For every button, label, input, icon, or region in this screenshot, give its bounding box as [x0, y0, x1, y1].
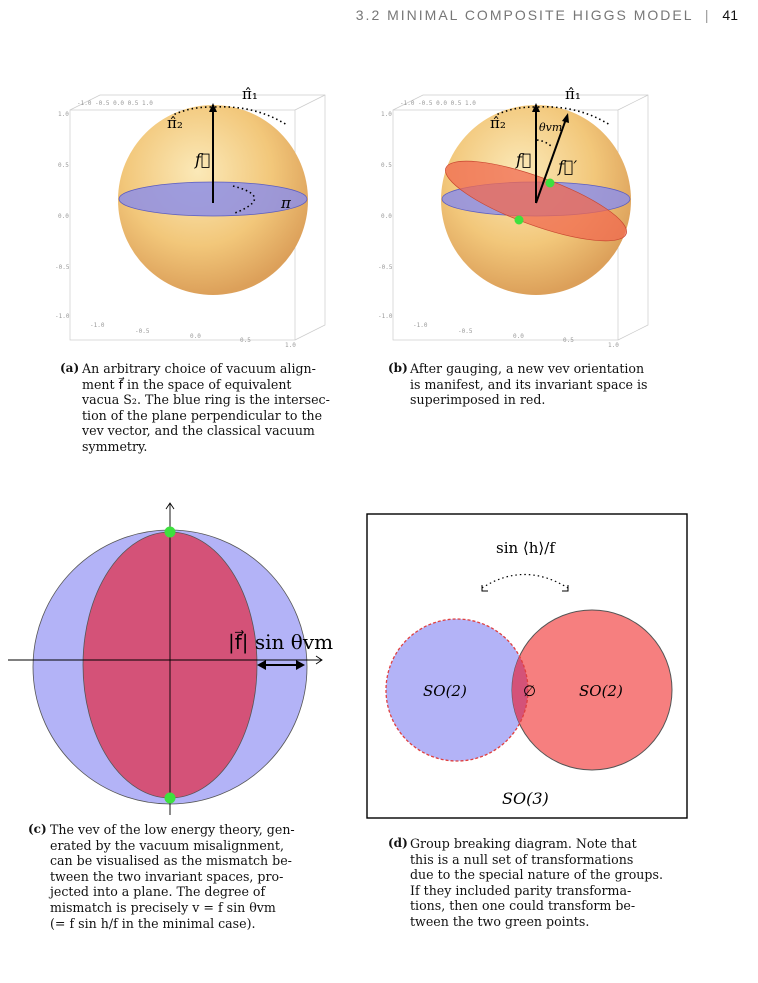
caption-line: superimposed in red.: [410, 392, 546, 408]
green-point-top: [546, 179, 555, 188]
caption-line: An arbitrary choice of vacuum align-: [82, 361, 316, 376]
figure-d: [366, 513, 688, 819]
tick-bottom: 1.0: [285, 342, 296, 349]
tick-bottom: -0.5: [135, 328, 150, 335]
caption-line: due to the special nature of the groups.: [410, 867, 663, 883]
green-point-bottom: [165, 793, 176, 804]
figure-b: [378, 85, 678, 355]
caption-line: The vev of the low energy theory, gen-: [50, 822, 295, 837]
caption-line: vev vector, and the classical vacuum: [82, 423, 315, 439]
green-point-top: [165, 527, 176, 538]
caption-line: is manifest, and its invariant space is: [410, 376, 648, 392]
tick-side: -1.0: [378, 313, 393, 320]
caption-line: (= f sin h/f in the minimal case).: [50, 915, 256, 931]
tick-side: -0.5: [55, 264, 70, 271]
sin-label: sin ⟨h⟩/f: [496, 539, 555, 557]
tick-labels-top: -1.0 -0.5 0.0 0.5 1.0: [77, 100, 153, 107]
figure-c: [0, 495, 350, 815]
figure-a: [55, 85, 355, 355]
pi-label: π: [281, 194, 291, 212]
caption-label: (a): [60, 361, 80, 375]
green-point-bottom: [515, 216, 524, 225]
so2-left-label: SO(2): [423, 682, 467, 700]
f-label: f⃗: [516, 150, 532, 169]
f-label: f⃗: [195, 150, 211, 169]
so3-label: SO(3): [502, 789, 549, 808]
caption-line: mismatch is precisely v = f sin θvm: [50, 899, 276, 915]
tick-side: 0.0: [58, 213, 69, 220]
tick-side: 0.5: [381, 162, 392, 169]
caption-label: (d): [388, 836, 408, 850]
caption-line: Group breaking diagram. Note that: [410, 836, 637, 851]
tick-bottom: 1.0: [608, 342, 619, 349]
page-number: 41: [722, 7, 738, 23]
caption-line: tween the two invariant spaces, pro-: [50, 868, 284, 884]
caption-label: (c): [28, 822, 47, 836]
tick-side: -0.5: [378, 264, 393, 271]
tick-bottom: 0.5: [563, 337, 574, 344]
tick-side: -1.0: [55, 313, 70, 320]
tick-labels-top: -1.0 -0.5 0.0 0.5 1.0: [400, 100, 476, 107]
running-title: 3.2 MINIMAL COMPOSITE HIGGS MODEL: [355, 7, 693, 23]
pi2-label: π̂₂: [167, 114, 183, 132]
caption-line: jected into a plane. The degree of: [50, 884, 266, 900]
fprime-label: f⃗′: [558, 157, 578, 176]
caption-line: symmetry.: [82, 438, 148, 454]
tick-side: 0.0: [381, 213, 392, 220]
tick-side: 1.0: [381, 111, 392, 118]
tick-bottom: -0.5: [458, 328, 473, 335]
caption-line: If they included parity transforma-: [410, 882, 632, 898]
tick-bottom: -1.0: [90, 322, 105, 329]
caption-line: erated by the vacuum misalignment,: [50, 837, 284, 853]
mismatch-label: |f⃗| sin θvm: [228, 630, 334, 654]
caption-line: vacua S₂. The blue ring is the intersec-: [82, 392, 330, 408]
tick-bottom: 0.0: [190, 333, 201, 340]
tick-bottom: -1.0: [413, 322, 428, 329]
running-header: [356, 7, 738, 23]
caption-line: ment f⃗ in the space of equivalent: [82, 376, 292, 392]
pi1-label: π̂₁: [242, 85, 258, 103]
header-separator: |: [704, 7, 711, 23]
caption-line: this is a null set of transformations: [410, 851, 634, 867]
caption-line: can be visualised as the mismatch be-: [50, 853, 292, 869]
tick-bottom: 0.0: [513, 333, 524, 340]
theta-label: θvm: [539, 121, 563, 134]
caption-line: tions, then one could transform be-: [410, 898, 636, 914]
caption-line: tion of the plane perpendicular to the: [82, 407, 323, 423]
pi1-label: π̂₁: [565, 85, 581, 103]
caption-line: tween the two green points.: [410, 913, 590, 929]
empty-set-label: ∅: [523, 682, 537, 700]
pi2-label: π̂₂: [490, 114, 506, 132]
tick-side: 0.5: [58, 162, 69, 169]
caption-line: After gauging, a new vev orientation: [410, 361, 645, 376]
tick-bottom: 0.5: [240, 337, 251, 344]
so2-right-label: SO(2): [579, 682, 623, 700]
tick-side: 1.0: [58, 111, 69, 118]
caption-label: (b): [388, 361, 408, 375]
